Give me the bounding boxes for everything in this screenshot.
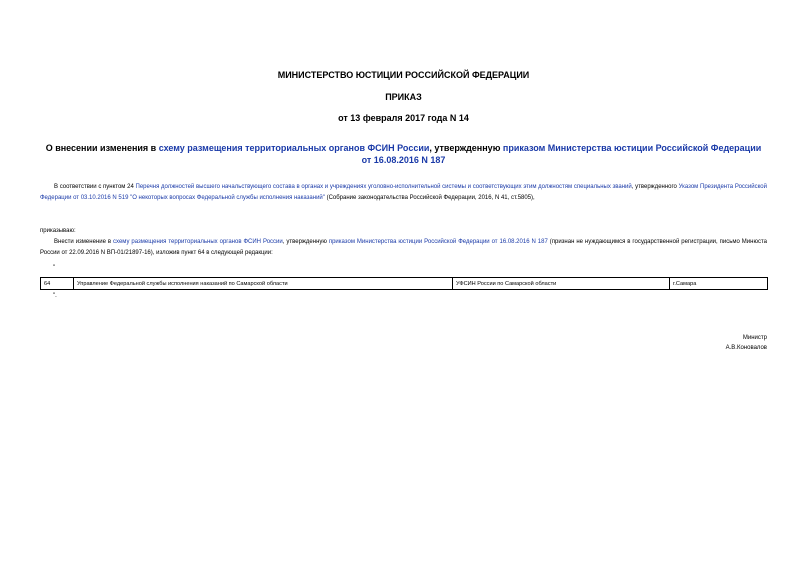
quote-close: ". bbox=[53, 293, 57, 299]
paragraph-amendment bbox=[40, 237, 767, 258]
order-date-number: от 13 февраля 2017 года N 14 bbox=[338, 113, 469, 123]
table-cell-department: Управление Федеральной службы исполнения наказаний по Самарской области bbox=[74, 278, 453, 290]
signature-position: Министр bbox=[742, 335, 767, 341]
link-presidential-decree[interactable]: Указом Президента Российской Федерации от 03.10.2016 N 519 "О некоторых вопросах Федеральной службы исполнения наказаний" bbox=[40, 184, 767, 201]
paragraph-text: , утвержденного bbox=[631, 184, 679, 190]
link-positions-list[interactable]: Перечня должностей высшего начальствующего состава в органах и учреждениях уголовно-исполнительной системы и соответствующих этим должностям специальных званий bbox=[135, 184, 632, 190]
table-cell-city: г.Самара bbox=[670, 278, 768, 290]
paragraph-basis bbox=[40, 182, 767, 203]
title-link-scheme[interactable]: схему размещения территориальных органов ФСИН России bbox=[158, 143, 430, 153]
link-order-187[interactable]: приказом Министерства юстиции Российской Федерации от 16.08.2016 N 187 bbox=[328, 239, 548, 245]
paragraph-order-word: приказываю: bbox=[40, 228, 76, 234]
table-row bbox=[41, 278, 768, 290]
quote-open: " bbox=[53, 265, 56, 271]
title-text: О внесении изменения в bbox=[45, 143, 159, 153]
table-cell-number: 64 bbox=[41, 278, 74, 290]
paragraph-text: (Собрание законодательства Российской Федерации, 2016, N 41, ст.5805), bbox=[324, 194, 535, 201]
document-title bbox=[40, 142, 767, 166]
paragraph-text: , утвержденную bbox=[282, 239, 329, 245]
signature-name: А.В.Коновалов bbox=[725, 345, 767, 351]
amendment-table bbox=[40, 277, 768, 290]
order-heading: ПРИКАЗ bbox=[385, 92, 422, 102]
table-cell-short-name: УФСИН России по Самарской области bbox=[453, 278, 670, 290]
title-text: , утвержденную bbox=[429, 143, 503, 153]
paragraph-text: (признан не нуждающимся в государственной регистрации, письмо Минюста России от 22.09.2016 N ВП-01/21897-16), изложив пункт 64 в следующей редакции: bbox=[40, 239, 767, 256]
ministry-heading: МИНИСТЕРСТВО ЮСТИЦИИ РОССИЙСКОЙ ФЕДЕРАЦИИ bbox=[277, 70, 530, 80]
paragraph-text: В соответствии с пунктом 24 bbox=[54, 184, 136, 190]
paragraph-text: Внести изменение в bbox=[54, 239, 114, 245]
link-scheme[interactable]: схему размещения территориальных органов ФСИН России bbox=[113, 239, 283, 245]
title-link-order[interactable]: приказом Министерства юстиции Российской Федерации от 16.08.2016 N 187 bbox=[361, 143, 762, 165]
